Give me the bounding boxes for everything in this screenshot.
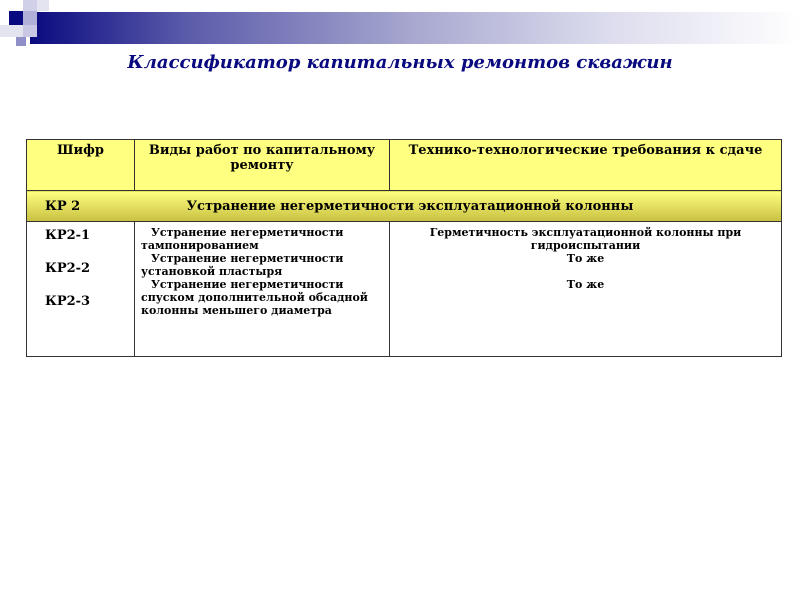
- decor-square-mid: [23, 25, 37, 37]
- table-row: [27, 222, 782, 357]
- row-work: Устранение негерметичности установкой пластыря: [141, 252, 344, 278]
- requirements-cell: [390, 222, 782, 357]
- decor-square-light: [23, 0, 37, 11]
- group-code: КР 2: [27, 191, 135, 222]
- decor-square-mid: [16, 37, 26, 46]
- decor-square-light: [0, 25, 23, 37]
- row-req: Герметичность эксплуатационной колонны при гидроиспытании: [429, 226, 742, 252]
- row-work: Устранение негерметичности спуском дополнительной обсадной колонны меньшего диаметра: [141, 278, 368, 317]
- header-works: Виды работ по капитальному ремонту: [135, 140, 390, 191]
- decor-square-mid: [23, 11, 37, 25]
- row-req: То же: [566, 278, 605, 291]
- row-work: Устранение негерметичности тампонированием: [141, 226, 344, 252]
- classifier-table: [26, 139, 782, 357]
- group-name: Устранение негерметичности эксплуатационной колонны: [135, 191, 782, 222]
- row-code: КР2-3: [45, 294, 91, 309]
- table-header-row: [27, 140, 782, 191]
- codes-cell: [27, 222, 135, 357]
- group-row: [27, 191, 782, 222]
- header-requirements: Технико-технологические требования к сдаче: [390, 140, 782, 191]
- header-gradient-bar: [30, 12, 800, 44]
- works-cell: [135, 222, 390, 357]
- row-req: То же: [566, 252, 605, 265]
- page-title: Классификатор капитальных ремонтов скважин: [127, 52, 673, 73]
- decor-square-dark: [9, 11, 23, 25]
- row-code: КР2-1: [45, 228, 91, 243]
- header-code: Шифр: [27, 140, 135, 191]
- decor-square-light: [37, 0, 49, 11]
- row-code: КР2-2: [45, 261, 91, 276]
